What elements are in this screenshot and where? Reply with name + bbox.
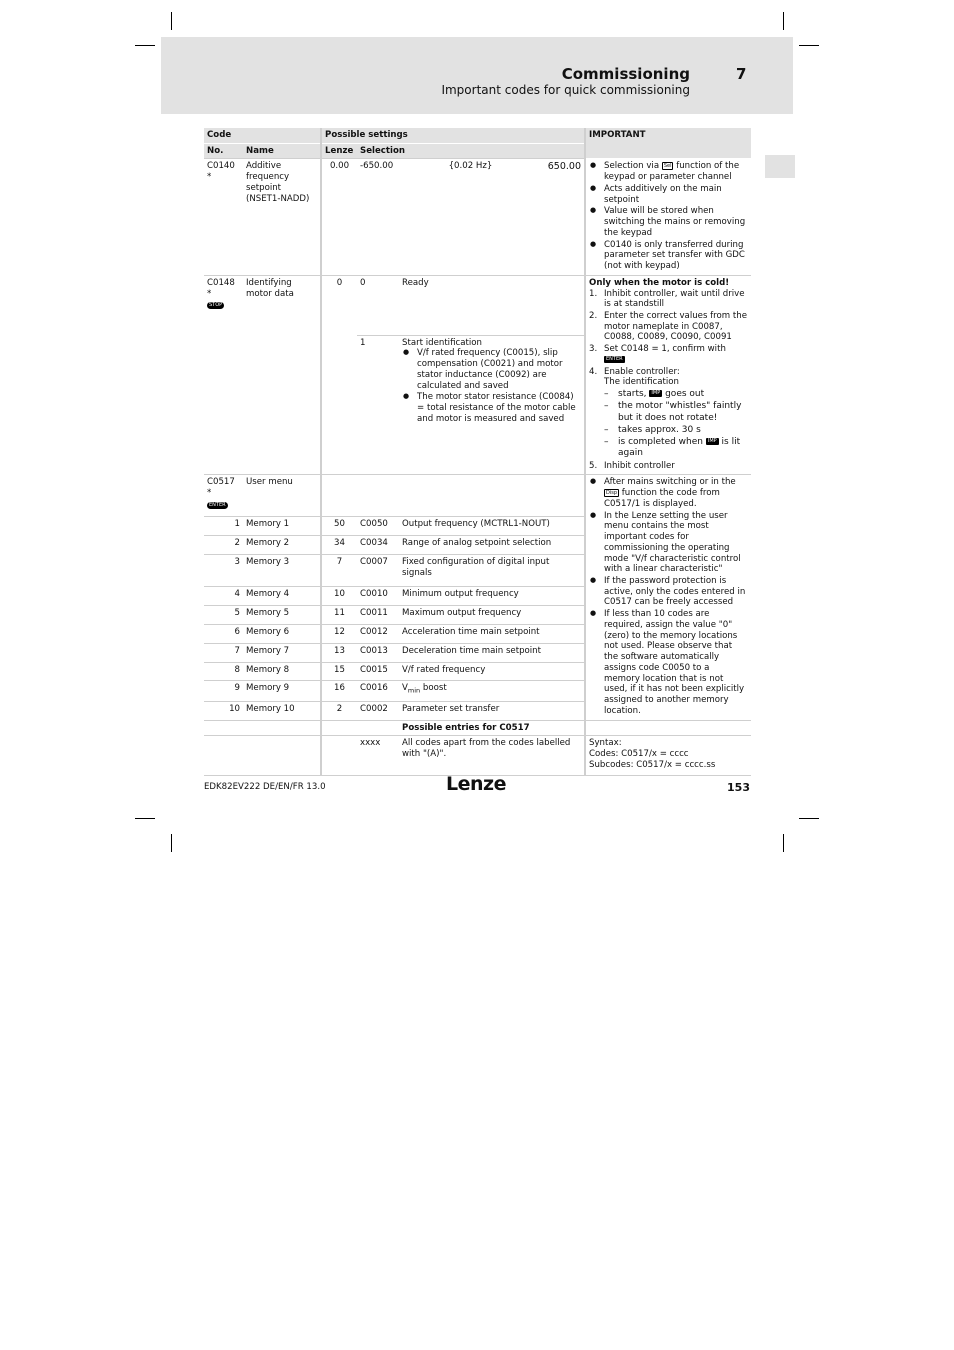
enter-badge-icon: ENTER	[209, 501, 226, 508]
code-star: *	[207, 288, 212, 299]
code-star: *	[207, 488, 212, 499]
lenze-logo: Lenze	[446, 773, 506, 795]
list-item: – is completed when IMP is lit again	[604, 437, 748, 460]
header-code: Code	[204, 128, 321, 143]
selection-text: Ready	[399, 275, 585, 335]
name-cell: Additive frequency setpoint (NSET1-NADD)	[243, 159, 321, 275]
lenze-cell: 0.00	[321, 159, 357, 275]
table-row: 1 Memory 1 50 C0050 Output frequency (MCTRL1-NOUT)	[204, 517, 751, 536]
list-item: – starts, IMP goes out	[604, 389, 748, 400]
table-row: 5 Memory 5 11 C0011 Maximum output frequency	[204, 605, 751, 624]
list-item: ● In the Lenze setting the user menu contains the most important codes for commissioning the operating mode "V/f characteristic control with a linear characteristic"	[589, 511, 748, 575]
table-row: 7 Memory 7 13 C0013 Deceleration time main setpoint	[204, 643, 751, 662]
code-cell	[204, 275, 243, 475]
important-cell	[585, 159, 751, 275]
sel-key-icon: Sel	[663, 162, 672, 169]
list-item: ● Acts additively on the main setpoint	[589, 184, 748, 205]
section-subtitle: Important codes for quick commissioning	[441, 83, 690, 97]
crop-mark	[799, 45, 819, 46]
possible-entries-label: Possible entries for C0517	[399, 720, 585, 736]
header-band	[161, 37, 793, 114]
xxxx-value: xxxx	[357, 736, 399, 776]
list-item: 3. Set C0148 = 1, confirm with ENTER	[589, 344, 726, 362]
code-value: C0148	[207, 277, 235, 288]
code-cell	[204, 159, 243, 275]
range-min: -650.00	[360, 161, 394, 172]
xxxx-description: All codes apart from the codes labelled with "(A)".	[399, 736, 585, 776]
selection-text: Start identification	[402, 337, 482, 348]
crop-mark	[171, 834, 172, 852]
list-item: 4. Enable controller: The identification – starts, IMP goes out – the motor "whistles" faintly but it does not rotate! – takes approx. 30 s – is completed when IMP is lit again	[589, 367, 748, 460]
list-item: – the motor "whistles" faintly but it does not rotate!	[604, 401, 748, 424]
header-selection: Selection	[357, 143, 585, 159]
table-row: 8 Memory 8 15 C0015 V/f rated frequency	[204, 662, 751, 681]
list-item: – takes approx. 30 s	[604, 425, 748, 436]
document-id: EDK82EV222 DE/EN/FR 13.0	[204, 782, 326, 792]
list-item: 2. Enter the correct values from the motor nameplate in C0087, C0088, C0089, C0090, C0091	[589, 311, 747, 343]
important-cell	[585, 475, 751, 720]
range-step: {0.02 Hz}	[448, 161, 493, 172]
header-possible-settings: Possible settings	[321, 128, 585, 143]
list-item: 5. Inhibit controller	[589, 460, 675, 471]
header-no: No.	[204, 143, 243, 159]
imp-led-icon: IMP	[651, 390, 661, 397]
list-item: ● C0140 is only transferred during parameter set transfer with GDC (not with keypad)	[589, 240, 748, 272]
code-star: *	[207, 172, 212, 183]
important-heading: Only when the motor is cold!	[589, 277, 730, 288]
chapter-number: 7	[736, 65, 747, 83]
stop-badge-icon: STOP	[209, 302, 223, 309]
list-item: ● If the password protection is active, only the codes entered in C0517 can be freely accessed	[589, 576, 748, 608]
table-row: 3 Memory 3 7 C0007 Fixed configuration of digital input signals	[204, 555, 751, 587]
imp-led-icon: IMP	[707, 438, 717, 445]
selection-text-cell	[399, 335, 585, 475]
table-header-row	[204, 128, 751, 143]
table-row: 6 Memory 6 12 C0012 Acceleration time main setpoint	[204, 624, 751, 643]
table-row	[204, 275, 751, 335]
table-row	[204, 475, 751, 517]
table-row: 4 Memory 4 10 C0010 Minimum output frequency	[204, 586, 751, 605]
syntax-cell: Syntax: Codes: C0517/x = cccc Subcodes: C0517/x = cccc.ss	[585, 736, 751, 776]
table-row	[204, 720, 751, 736]
crop-mark	[783, 12, 784, 30]
code-cell	[204, 475, 243, 517]
crop-mark	[799, 818, 819, 819]
code-table	[204, 128, 751, 776]
header-important: IMPORTANT	[585, 128, 751, 159]
list-item: ● If less than 10 codes are required, assign the value "0" (zero) to the memory locations not used. Please observe that the software automatically assigns code C0050 to a memory location that is not used, if it has not been explicitly assigned to another memory location.	[589, 609, 748, 716]
table-row: 10 Memory 10 2 C0002 Parameter set transfer	[204, 701, 751, 720]
enter-key-icon: ENTER	[606, 355, 623, 362]
name-cell: User menu	[243, 475, 321, 517]
crop-mark	[135, 45, 155, 46]
crop-mark	[171, 12, 172, 30]
table-row: 9 Memory 9 16 C0016 $V_{min}$ boost	[204, 681, 751, 701]
list-item: ● After mains switching or in the Disp function the code from C0517/1 is displayed.	[589, 477, 748, 509]
important-cell	[585, 275, 751, 475]
list-item: ● The motor stator resistance (C0084) = total resistance of the motor cable and motor is measured and saved	[402, 392, 581, 424]
table-row	[204, 736, 751, 776]
range-max: 650.00	[547, 161, 581, 173]
disp-key-icon: Disp	[606, 489, 618, 496]
chapter-title: Commissioning	[561, 65, 690, 83]
list-item: ● Selection via Sel function of the keypad or parameter channel	[589, 161, 748, 182]
table-row: 2 Memory 2 34 C0034 Range of analog setpoint selection	[204, 536, 751, 555]
table-row	[204, 159, 751, 275]
header-lenze: Lenze	[321, 143, 357, 159]
name-cell: Identifying motor data	[243, 275, 321, 475]
code-value: C0140	[207, 161, 235, 172]
crop-mark	[135, 818, 155, 819]
selection-value: 1	[357, 335, 399, 475]
page-number: 153	[727, 781, 750, 794]
list-item: 1. Inhibit controller, wait until drive is at standstill	[589, 288, 745, 310]
list-item: ● V/f rated frequency (C0015), slip compensation (C0021) and motor stator inductance (C0092) are calculated and saved	[402, 348, 581, 391]
code-value: C0517	[207, 477, 235, 488]
lenze-cell: 0	[321, 275, 357, 475]
list-item: ● Value will be stored when switching the mains or removing the keypad	[589, 206, 748, 238]
selection-cell	[357, 159, 585, 275]
selection-value: 0	[357, 275, 399, 335]
header-name: Name	[243, 143, 321, 159]
chapter-side-tab	[765, 155, 795, 178]
crop-mark	[783, 834, 784, 852]
